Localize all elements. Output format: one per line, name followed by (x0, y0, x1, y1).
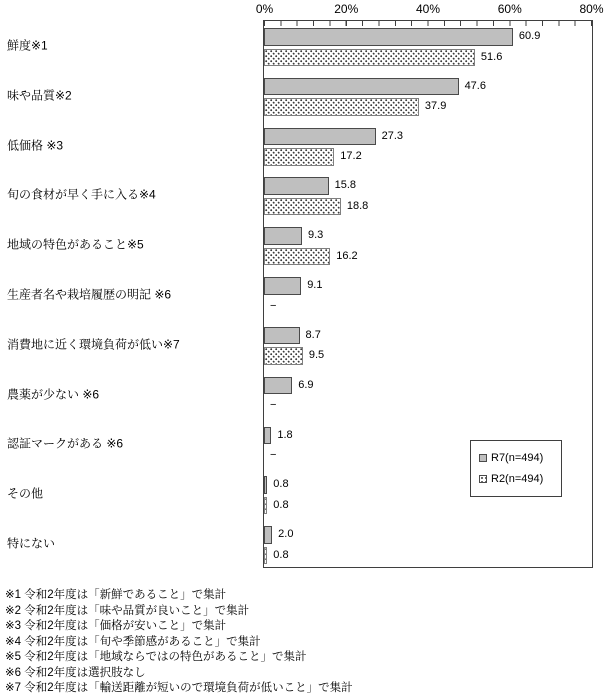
bar-r2 (264, 198, 341, 216)
value-label: 37.9 (424, 100, 447, 113)
value-label: 6.9 (298, 378, 314, 391)
bar-r7 (264, 327, 300, 345)
bar-r2 (264, 497, 267, 515)
category-label: 消費地に近く環境負荷が低い※7 (7, 337, 180, 352)
bar-r7 (264, 28, 513, 46)
x-tick-label: 80% (579, 2, 604, 16)
bar-r7 (264, 78, 459, 96)
bar-r7 (264, 177, 329, 195)
value-label: 0.8 (273, 548, 289, 561)
category-label: 旬の食材が早く手に入る※4 (7, 187, 156, 202)
value-label: 0.8 (273, 478, 289, 491)
legend-item (479, 452, 561, 464)
value-label: 16.2 (336, 249, 358, 262)
category-label: 生産者名や栽培履歴の明記 ※6 (7, 287, 172, 302)
legend-label: R7(n=494) (491, 452, 544, 464)
category-label: 認証マークがある ※6 (7, 436, 124, 451)
bar-r2 (264, 98, 419, 116)
value-label: 9.5 (308, 349, 325, 362)
bar-r2 (264, 547, 267, 565)
value-label: 47.6 (464, 79, 486, 92)
footnotes (5, 588, 353, 697)
x-tick-label: 60% (497, 2, 522, 16)
legend-swatch-r2 (479, 475, 487, 483)
category-label: 農薬が少ない ※6 (7, 387, 100, 402)
value-label: 9.3 (308, 229, 324, 242)
footnote-line: ※2 令和2年度は「味や品質が良いこと」で集計 (5, 604, 250, 617)
bar-r7 (264, 128, 376, 146)
bar-r7 (264, 476, 267, 494)
value-label: 27.3 (381, 129, 403, 142)
category-label: 地域の特色があること※5 (7, 237, 144, 252)
value-label: 60.9 (518, 30, 541, 42)
category-label: 味や品質※2 (7, 88, 72, 103)
value-label: − (270, 399, 277, 412)
footnote-line: ※5 令和2年度は「地域ならではの特色があること」で集計 (5, 651, 307, 663)
category-label: 低価格 ※3 (7, 138, 64, 153)
bar-r7 (264, 427, 271, 445)
x-tick-label: 0% (255, 2, 274, 16)
bar-r7 (264, 526, 272, 544)
value-label: 18.8 (346, 199, 369, 212)
x-tick-label: 40% (415, 2, 441, 16)
bar-r2 (264, 49, 475, 67)
category-label: 特にない (7, 536, 56, 551)
category-label: 鮮度※1 (7, 38, 48, 53)
value-label: 8.7 (305, 328, 321, 341)
footnote-line: ※1 令和2年度は「新鮮であること」で集計 (5, 589, 227, 601)
bar-r2 (264, 248, 330, 266)
value-label: 51.6 (480, 50, 503, 63)
footnote-line: ※4 令和2年度は「旬や季節感があること」で集計 (5, 635, 261, 648)
legend-item (479, 473, 561, 485)
footnote-line: ※6 令和2年度は選択肢なし (5, 666, 146, 679)
value-label: − (270, 449, 277, 462)
bar-r7 (264, 277, 301, 295)
value-label: 1.8 (277, 428, 293, 441)
value-label: 9.1 (307, 279, 323, 292)
footnote-line: ※7 令和2年度は「輸送距離が短いので環境負荷が低いこと」で集計 (5, 682, 353, 694)
x-tick-label: 20% (334, 2, 359, 16)
axis-minor-ticks (264, 21, 592, 26)
value-label: − (270, 299, 277, 312)
footnote-line: ※3 令和2年度は「価格が安いこと」で集計 (5, 620, 227, 632)
legend-label: R2(n=494) (491, 473, 544, 485)
bar-r7 (264, 227, 302, 245)
bar-r7 (264, 377, 292, 395)
value-label: 2.0 (278, 528, 294, 541)
category-label: その他 (7, 486, 44, 501)
bar-r2 (264, 347, 303, 365)
value-label: 15.8 (334, 179, 356, 192)
bar-r2 (264, 148, 334, 166)
value-label: 17.2 (340, 150, 362, 163)
value-label: 0.8 (273, 498, 289, 511)
legend (470, 440, 562, 497)
legend-swatch-r7 (479, 454, 487, 462)
x-axis (0, 2, 615, 18)
